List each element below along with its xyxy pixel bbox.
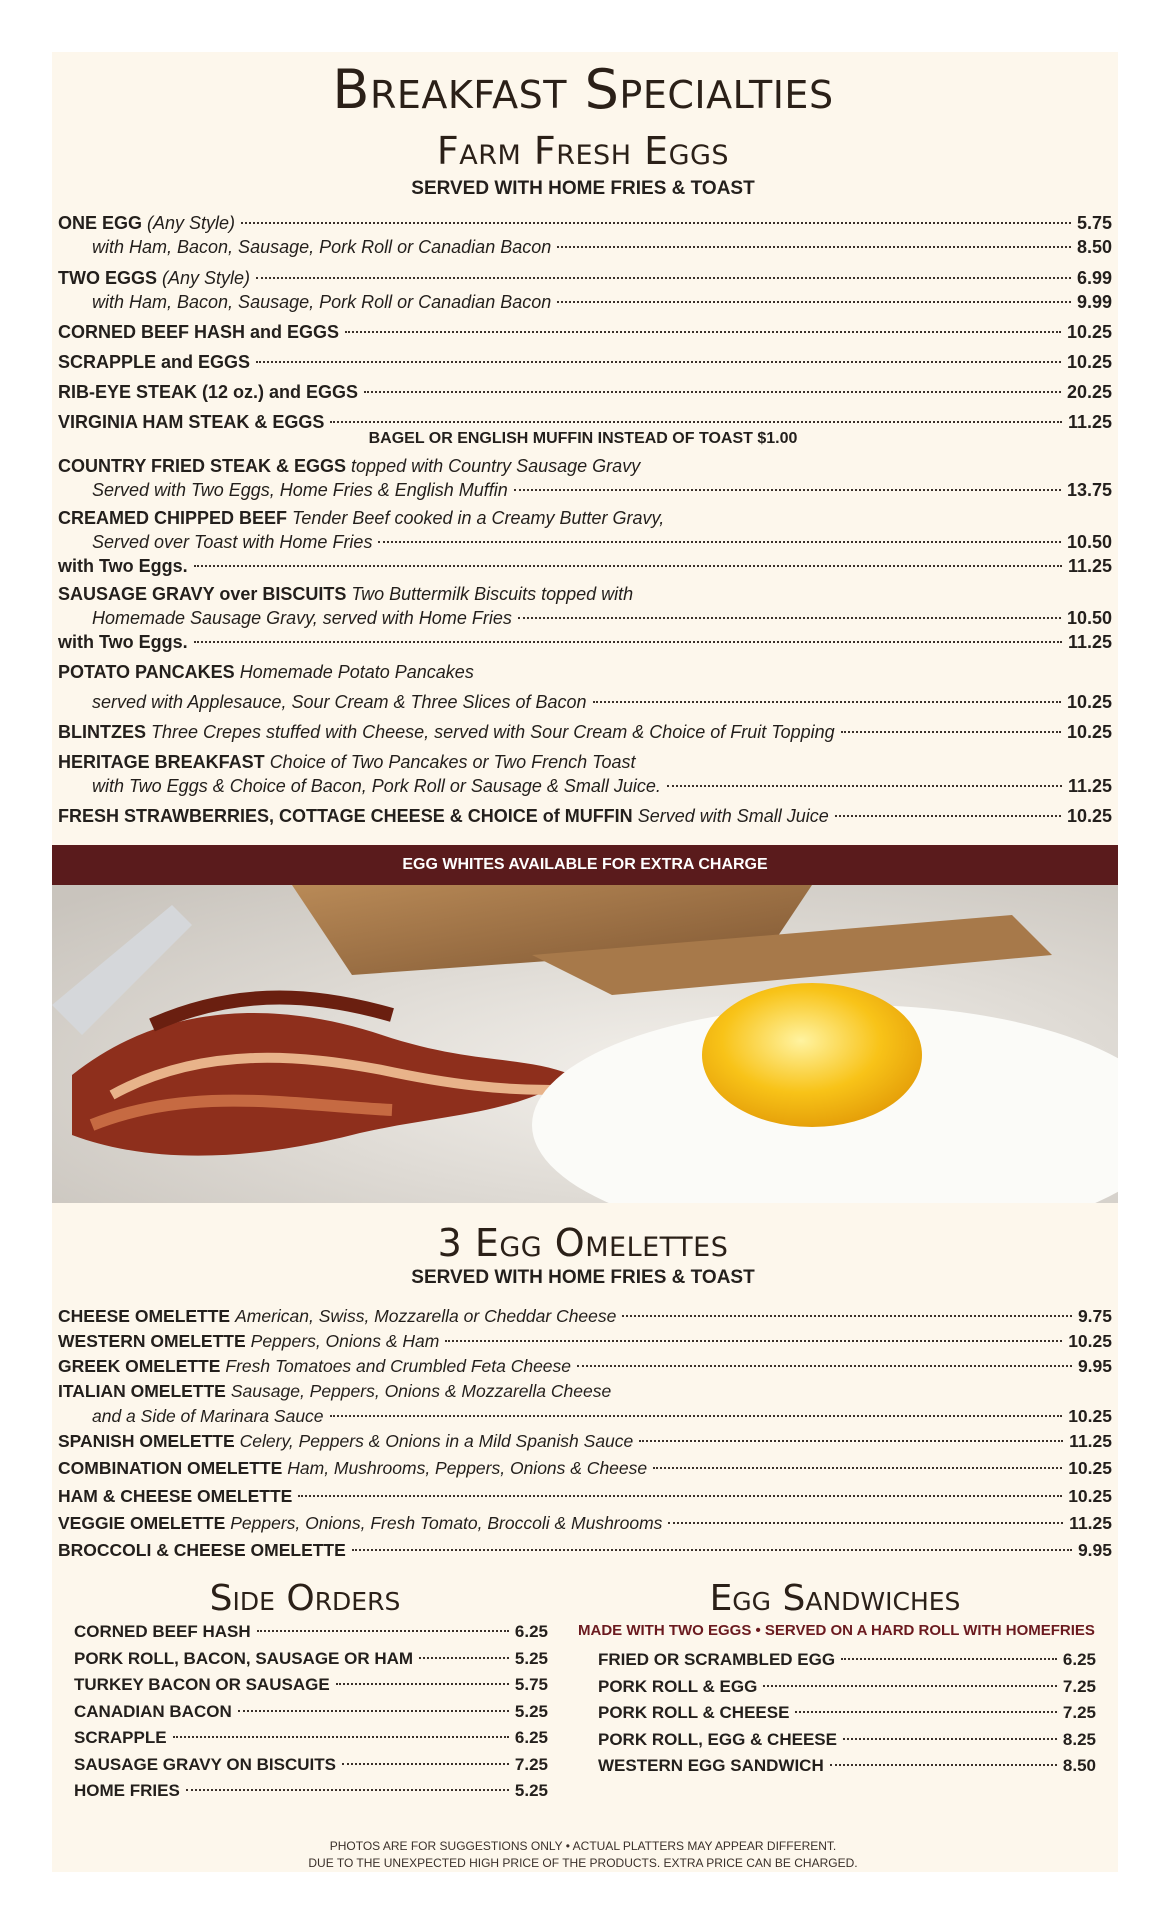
menu-item-description: Two Buttermilk Biscuits topped with [351,584,634,604]
menu-item-name: CANADIAN BACON [74,1701,232,1721]
menu-item [58,584,1112,605]
menu-item [74,1702,548,1722]
menu-item-name: SCRAPPLE and EGGS [58,352,251,372]
menu-item-name: PORK ROLL, BACON, SAUSAGE OR HAM [74,1648,414,1668]
menu-item [74,1728,548,1748]
menu-item-price: 10.25 [1066,692,1112,712]
menu-item-description: with Ham, Bacon, Sausage, Pork Roll or Canadian Bacon [92,237,552,257]
dot-leader [763,1685,1057,1687]
menu-item-price: 10.25 [1066,722,1112,742]
menu-item [598,1677,1096,1697]
menu-item [58,1458,1112,1479]
menu-item-name: VIRGINIA HAM STEAK & EGGS [58,412,325,432]
menu-item-price: 6.25 [514,1622,548,1641]
menu-item-price: 10.25 [1066,806,1112,826]
menu-item [58,1540,1112,1561]
menu-item [58,1381,1112,1402]
menu-item-description: Choice of Two Pancakes or Two French Toast [269,752,636,772]
menu-item-price: 13.75 [1066,480,1112,500]
menu-item-description: Served with Small Juice [637,806,829,826]
menu-item-description: Homemade Potato Pancakes [239,662,474,682]
menu-item-description: Three Crepes stuffed with Cheese, served with Sour Cream & Choice of Fruit Topping [151,722,835,742]
dot-leader [256,277,1071,279]
menu-item [598,1756,1096,1776]
dot-leader [352,1549,1072,1551]
menu-item-name: PORK ROLL, EGG & CHEESE [598,1729,837,1749]
menu-item-price: 10.25 [1068,1486,1112,1506]
menu-item [74,1675,548,1695]
menu-item-name: TWO EGGS [58,268,157,288]
menu-item-price: 11.25 [1069,1513,1112,1533]
menu-item [74,1781,548,1801]
egg-sandwiches-subheading: MADE WITH TWO EGGS • SERVED ON A HARD ROLL WITH HOMEFRIES [578,1622,1095,1639]
menu-item [58,722,1112,743]
menu-item-description: Sausage, Peppers, Onions & Mozzarella Cheese [230,1381,612,1401]
menu-item-price: 9.75 [1077,1306,1112,1326]
dot-leader [593,701,1061,703]
menu-item-price: 5.25 [514,1781,548,1800]
menu-item-name: HERITAGE BREAKFAST [58,752,265,772]
menu-item [92,532,1112,553]
menu-item-price: 6.25 [514,1728,548,1747]
page-title: Breakfast Specialties [332,58,834,121]
menu-item-price: 11.25 [1067,776,1112,796]
menu-item-name: PORK ROLL & CHEESE [598,1703,790,1722]
menu-item [58,268,1112,289]
menu-item-name: with Two Eggs. [58,556,188,576]
menu-item-description: Peppers, Onions & Ham [250,1331,440,1351]
menu-item [58,508,1112,529]
menu-item-price: 10.25 [1066,352,1112,372]
eggs-heading: Farm Fresh Eggs [436,129,730,173]
dot-leader [194,565,1062,567]
menu-item [58,1486,1112,1507]
menu-item-name: SCRAPPLE [74,1728,167,1747]
menu-item [92,608,1112,629]
dot-leader [345,331,1061,333]
dot-leader [445,1340,1062,1342]
menu-item-price: 9.95 [1077,1540,1112,1560]
dot-leader [830,1764,1057,1766]
bacon-eggs-illustration [52,885,1118,1203]
dot-leader [173,1736,509,1738]
menu-item-name: BROCCOLI & CHEESE OMELETTE [58,1540,346,1560]
menu-item-description: Ham, Mushrooms, Peppers, Onions & Cheese [287,1458,648,1478]
menu-item-price: 8.50 [1076,237,1112,257]
dot-leader [843,1738,1057,1740]
dot-leader [257,1630,509,1632]
menu-item [58,662,1112,683]
dot-leader [256,361,1061,363]
menu-item [58,1306,1112,1327]
dot-leader [238,1710,509,1712]
omelettes-subheading: SERVED WITH HOME FRIES & TOAST [411,1267,755,1288]
menu-item-name: SAUSAGE GRAVY ON BISCUITS [74,1754,336,1774]
dot-leader [336,1683,509,1685]
dot-leader [514,489,1061,491]
menu-item-name: FRESH STRAWBERRIES, COTTAGE CHEESE & CHOICE of MUFFIN [58,806,633,826]
dot-leader [841,1658,1057,1660]
menu-item [598,1703,1096,1723]
menu-item-price: 11.25 [1067,412,1112,432]
dot-leader [557,301,1071,303]
menu-item-price: 10.25 [1068,1331,1112,1351]
dot-leader [342,1763,509,1765]
dot-leader [835,815,1061,817]
menu-item [92,776,1112,797]
menu-item-name: WESTERN OMELETTE [58,1331,246,1351]
dot-leader [668,1522,1063,1524]
menu-item-price: 7.25 [1062,1676,1096,1696]
menu-item-name: HOME FRIES [74,1781,180,1800]
dot-leader [330,421,1062,423]
dot-leader [419,1657,509,1659]
menu-item-description: Fresh Tomatoes and Crumbled Feta Cheese [225,1356,572,1376]
menu-item-price: 20.25 [1066,382,1112,402]
egg-sandwiches-heading: Egg Sandwiches [709,1578,961,1619]
menu-item-description: with Two Eggs & Choice of Bacon, Pork Roll or Sausage & Small Juice. [92,776,661,796]
menu-item-name: CORNED BEEF HASH and EGGS [58,322,340,342]
menu-item-name: COUNTRY FRIED STEAK & EGGS [58,456,347,476]
dot-leader [364,391,1061,393]
menu-item-name: ONE EGG [58,213,143,233]
menu-item [58,1331,1112,1352]
menu-item-price: 9.95 [1077,1356,1112,1376]
menu-item-description: Homemade Sausage Gravy, served with Home Fries [92,608,512,628]
footer-disclaimer-1: PHOTOS ARE FOR SUGGESTIONS ONLY • ACTUAL PLATTERS MAY APPEAR DIFFERENT. [329,1839,837,1853]
menu-item-price: 6.25 [1062,1650,1096,1669]
menu-item [92,692,1112,713]
menu-item-price: 10.25 [1066,322,1112,342]
menu-item-price: 8.25 [1062,1729,1096,1749]
menu-item [58,382,1112,403]
menu-item-name: WESTERN EGG SANDWICH [598,1756,824,1775]
breakfast-photo [52,885,1118,1203]
dot-leader [518,617,1061,619]
menu-item [58,806,1112,827]
menu-item-name: GREEK OMELETTE [58,1356,221,1376]
dot-leader [241,222,1071,224]
menu-item-name: CORNED BEEF HASH [74,1622,251,1641]
menu-item-price: 9.99 [1076,292,1112,312]
menu-item-price: 5.75 [514,1675,548,1694]
menu-item-name: FRIED OR SCRAMBLED EGG [598,1650,836,1669]
menu-item [58,752,1112,773]
menu-item-price: 10.25 [1068,1458,1112,1478]
menu-item [58,322,1112,343]
menu-item-price: 8.50 [1062,1756,1096,1775]
menu-item-description: Peppers, Onions, Fresh Tomato, Broccoli & Mushrooms [230,1513,663,1533]
dot-leader [298,1495,1062,1497]
menu-item-description: served with Applesauce, Sour Cream & Three Slices of Bacon [92,692,587,712]
eggs-subheading: SERVED WITH HOME FRIES & TOAST [411,178,755,199]
side-orders-heading: Side Orders [209,1578,401,1619]
menu-item-price: 10.50 [1066,532,1112,552]
egg-whites-banner: EGG WHITES AVAILABLE FOR EXTRA CHARGE [52,845,1118,885]
menu-item-name: PORK ROLL & EGG [598,1676,758,1696]
menu-item-description: Celery, Peppers & Onions in a Mild Spanish Sauce [239,1431,634,1451]
menu-item-price: 11.25 [1067,632,1112,652]
menu-item [58,1513,1112,1534]
menu-item-price: 5.25 [514,1648,548,1668]
menu-item-name: HAM & CHEESE OMELETTE [58,1486,293,1506]
menu-item-description: American, Swiss, Mozzarella or Cheddar Cheese [235,1306,617,1326]
dot-leader [795,1711,1056,1713]
menu-item-name: POTATO PANCAKES [58,662,235,682]
menu-item-price: 10.50 [1066,608,1112,628]
menu-item-description: (Any Style) [147,213,236,233]
menu-item [74,1622,548,1642]
menu-item [58,213,1112,234]
menu-item-price: 10.25 [1068,1406,1112,1426]
dot-leader [330,1415,1063,1417]
menu-item [58,556,1112,577]
menu-item [58,456,1112,477]
menu-item-description: and a Side of Marinara Sauce [92,1406,324,1426]
menu-item [92,1406,1112,1427]
menu-item [74,1649,548,1669]
menu-item [92,237,1112,258]
menu-item [58,352,1112,373]
menu-item [58,1356,1112,1377]
dot-leader [194,641,1062,643]
menu-item-description: Served over Toast with Home Fries [92,532,373,552]
menu-item-price: 7.25 [1062,1703,1096,1722]
menu-item [58,632,1112,653]
dot-leader [653,1467,1062,1469]
menu-item-price: 7.25 [514,1754,548,1774]
menu-item-description: Served with Two Eggs, Home Fries & English Muffin [92,480,508,500]
dot-leader [378,541,1061,543]
menu-item-name: BLINTZES [58,722,146,742]
footer-disclaimer-2: DUE TO THE UNEXPECTED HIGH PRICE OF THE PRODUCTS. EXTRA PRICE CAN BE CHARGED. [308,1856,858,1870]
menu-item-name: CHEESE OMELETTE [58,1306,231,1326]
dot-leader [186,1789,509,1791]
menu-item-price: 6.99 [1076,268,1112,288]
menu-item-price: 5.25 [514,1701,548,1721]
menu-item-description: topped with Country Sausage Gravy [351,456,641,476]
dot-leader [841,731,1061,733]
menu-item-price: 11.25 [1067,556,1112,576]
menu-item-description: (Any Style) [162,268,251,288]
dot-leader [639,1440,1063,1442]
menu-item-name: VEGGIE OMELETTE [58,1513,226,1533]
menu-item-description: Tender Beef cooked in a Creamy Butter Gravy, [292,508,665,528]
menu-item-name: SPANISH OMELETTE [58,1431,235,1451]
dot-leader [557,246,1071,248]
menu-item [92,480,1112,501]
menu-item-name: COMBINATION OMELETTE [58,1458,283,1478]
menu-item-name: ITALIAN OMELETTE [58,1381,226,1401]
menu-item-name: CREAMED CHIPPED BEEF [58,508,288,528]
menu-item [598,1730,1096,1750]
dot-leader [667,785,1062,787]
menu-item-price: 5.75 [1076,213,1112,233]
menu-item [58,1431,1112,1452]
menu-item-name: RIB-EYE STEAK (12 oz.) and EGGS [58,382,359,402]
menu-item [74,1755,548,1775]
bagel-note: BAGEL OR ENGLISH MUFFIN INSTEAD OF TOAST $1.00 [368,430,798,447]
menu-item [92,292,1112,313]
menu-item-description: with Ham, Bacon, Sausage, Pork Roll or Canadian Bacon [92,292,552,312]
menu-item-name: with Two Eggs. [58,632,188,652]
menu-item-name: SAUSAGE GRAVY over BISCUITS [58,584,347,604]
menu-item-price: 11.25 [1069,1431,1112,1451]
omelettes-heading: 3 Egg Omelettes [437,1221,729,1265]
menu-item [598,1650,1096,1670]
dot-leader [577,1365,1072,1367]
dot-leader [622,1315,1072,1317]
menu-item-name: TURKEY BACON OR SAUSAGE [74,1675,330,1694]
